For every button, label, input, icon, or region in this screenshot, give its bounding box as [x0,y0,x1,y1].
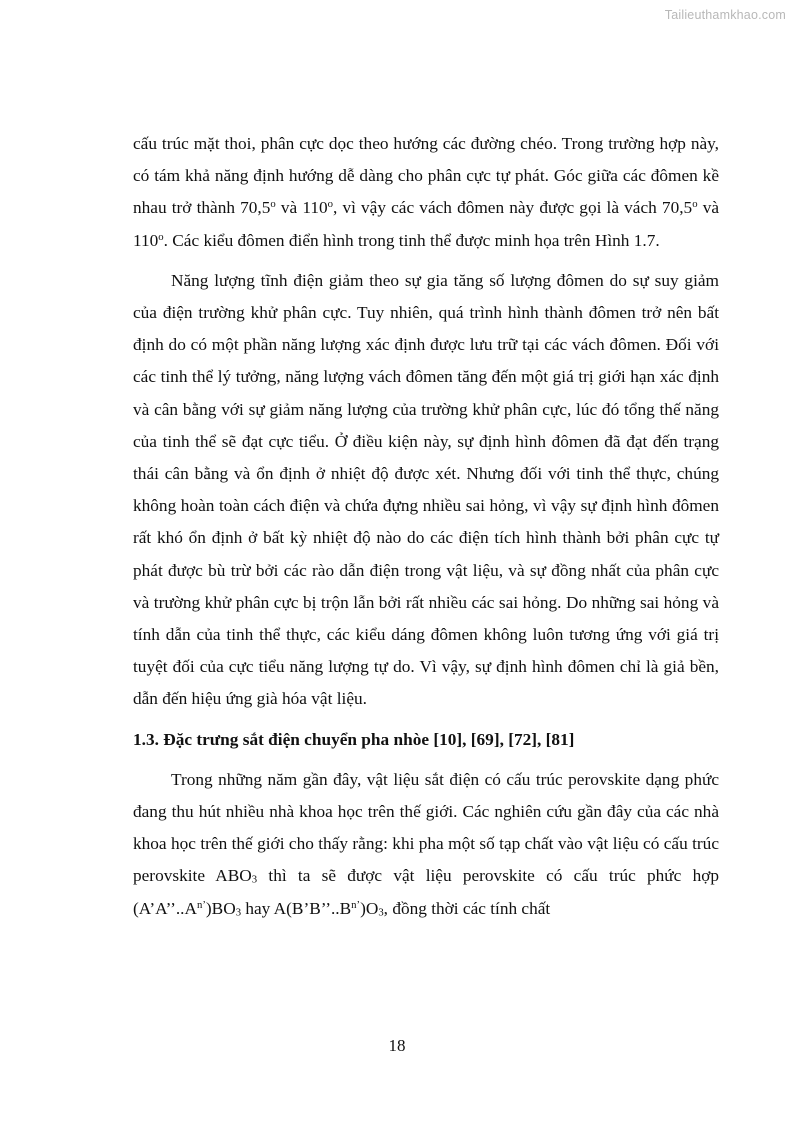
page-content [133,128,719,933]
section-heading: 1.3. Đặc trưng sắt điện chuyển pha nhòe [10], [69], [72], [81] [133,729,575,749]
paragraph-2: Năng lượng tĩnh điện giảm theo sự gia tăng số lượng đômen do sự suy giảm của điện trường khử phân cực. Tuy nhiên, quá trình hình thành đômen trở nên bất định do có một phần năng lượng xác định được lưu trữ tại các vách đômen. Đối với các tinh thể lý tưởng, năng lượng vách đômen tăng đến một giá trị giới hạn xác định và cân bằng với sự giảm năng lượng của trường khử phân cực, lúc đó tổng thế năng của tinh thể sẽ đạt cực tiểu. Ở điều kiện này, sự định hình đômen đã đạt đến trạng thái cân bằng và ổn định ở nhiệt độ được xét. Nhưng đối với tinh thể thực, chúng không hoàn toàn cách điện và chứa đựng nhiều sai hỏng, vì vậy sự định hình đômen rất khó ổn định ở bất kỳ nhiệt độ nào do các điện tích hình thành bởi phân cực tự phát được bù trừ bởi các rào dẫn điện trong vật liệu, và sự đồng nhất của phân cực và trường khử phân cực bị trộn lẫn bởi rất nhiều các sai hỏng. Do những sai hỏng và tính dẫn của tinh thể thực, các kiểu dáng đômen không luôn tương ứng với giá trị tuyệt đối của cực tiểu năng lượng tự do. Vì vậy, sự định hình đômen chỉ là giả bền, dẫn đến hiệu ứng già hóa vật liệu. [133,270,719,709]
paragraph-3: Trong những năm gần đây, vật liệu sắt điện có cấu trúc perovskite dạng phức đang thu hút nhiều nhà khoa học trên thế giới. Các nghiên cứu gần đây của các nhà khoa học trên thế giới cho thấy rằng: khi pha một số tạp chất vào vật liệu có cấu trúc perovskite $ABO_3$ thì ta sẽ được vật liệu perovskite có cấu trúc phức hợp $(A’A’’..A^{n’})BO_3$ hay $A(B’B’’..B^{n’})O_3$, đồng thời các tính chất [133,769,719,919]
watermark: Tailieuthamkhao.com [664,8,786,22]
page-number: 18 [388,1036,406,1055]
paragraph-1: cấu trúc mặt thoi, phân cực dọc theo hướng các đường chéo. Trong trường hợp này, có tám khả năng định hướng dễ dàng cho phân cực tự phát. Góc giữa các đômen kề nhau trở thành 70,5$^o$ và 110$^o$, vì vậy các vách đômen này được gọi là vách 70,5$^o$ và 110$^o$. Các kiểu đômen điển hình trong tinh thể được minh họa trên Hình 1.7. [133,134,720,250]
